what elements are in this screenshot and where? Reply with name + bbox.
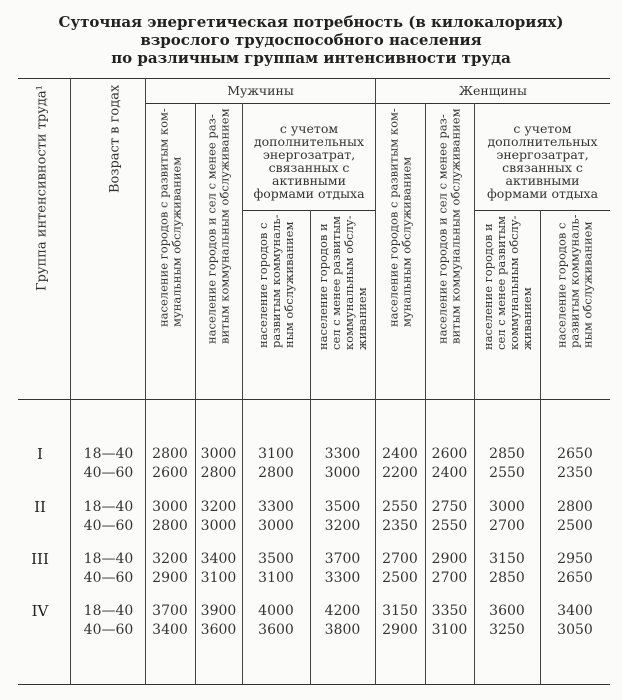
kcal-value: 2900 2700 (431, 551, 468, 586)
kcal-value: 3300 3000 (324, 446, 361, 481)
kcal-value: 2800 2600 (152, 446, 188, 481)
group-label: III (31, 550, 49, 568)
header-women-extra-col-2: население городов с развитым коммуналь- ным обслуживанием (554, 215, 595, 349)
kcal-value: 3200 2900 (152, 551, 188, 586)
kcal-value: 2950 2650 (557, 551, 593, 586)
gender-rule (146, 103, 610, 104)
header-group: Группа интенсивности труда¹ (34, 85, 50, 291)
kcal-value: 2650 2350 (557, 446, 593, 481)
men-extra-rule (242, 210, 375, 211)
group-label: II (34, 498, 46, 516)
kcal-value: 3150 2900 (382, 603, 418, 638)
table-title-line-1: Суточная энергетическая потребность (в килокалориях) (58, 13, 564, 31)
kcal-value: 3000 2700 (489, 499, 525, 534)
header-men-extra: с учетом дополнительных энергозатрат, связанных с активными формами отдыха (253, 121, 365, 201)
kcal-value: 3500 3100 (258, 551, 294, 586)
header-women-col-1: население городов с развитым ком- мунальным обслуживанием (386, 108, 414, 327)
kcal-value: 4200 3800 (324, 603, 361, 638)
column-divider (70, 79, 71, 684)
age-range: 18—40 40—60 (83, 551, 134, 586)
header-bottom-rule (18, 399, 610, 400)
kcal-value: 3300 3000 (258, 499, 294, 534)
kcal-value: 3600 3250 (489, 603, 525, 638)
kcal-value: 2800 2500 (557, 499, 593, 534)
column-divider (375, 79, 376, 684)
bottom-rule (18, 684, 610, 685)
column-divider (145, 79, 146, 684)
table-title-line-2: взрослого трудоспособного населения (140, 31, 482, 49)
group-label: IV (31, 602, 49, 620)
kcal-value: 3700 3300 (324, 551, 361, 586)
kcal-value: 3350 3100 (431, 603, 468, 638)
kcal-value: 3000 2800 (152, 499, 188, 534)
header-men-extra-col-2: население городов и сел с менее развитым коммунальным обслу- живанием (316, 215, 369, 350)
group-label: I (37, 445, 43, 463)
kcal-value: 2850 2550 (489, 446, 525, 481)
top-rule (18, 78, 610, 79)
age-range: 18—40 40—60 (83, 499, 134, 534)
header-women: Женщины (458, 83, 527, 98)
header-women-extra-col-1: население городов и сел с менее развитым коммунальным обслу- живанием (481, 215, 534, 350)
kcal-value: 2600 2400 (431, 446, 468, 481)
kcal-value: 3000 2800 (200, 446, 237, 481)
header-men-col-1: население городов с развитым ком- мунальным обслуживанием (156, 108, 184, 327)
table-title-line-3: по различным группам интенсивности труда (111, 49, 511, 67)
column-divider (195, 103, 196, 684)
header-age: Возраст в годах (107, 85, 123, 194)
kcal-value: 3900 3600 (200, 603, 237, 638)
age-range: 18—40 40—60 (83, 603, 134, 638)
header-men: Мужчины (227, 83, 294, 98)
women-extra-rule (474, 210, 610, 211)
kcal-value: 3500 3200 (324, 499, 361, 534)
kcal-value: 3150 2850 (489, 551, 525, 586)
kcal-value: 3100 2800 (258, 446, 294, 481)
kcal-value: 2700 2500 (382, 551, 418, 586)
header-men-extra-col-1: население городов с развитым коммуналь- ным обслуживанием (256, 215, 296, 349)
kcal-value: 2550 2350 (382, 499, 418, 534)
kcal-value: 2400 2200 (382, 446, 418, 481)
kcal-value: 3400 3100 (200, 551, 237, 586)
kcal-value: 2750 2550 (431, 499, 468, 534)
header-women-extra: с учетом дополнительных энергозатрат, связанных с активными формами отдыха (486, 121, 599, 201)
kcal-value: 3700 3400 (152, 603, 188, 638)
column-divider (425, 103, 426, 684)
kcal-value: 3400 3050 (557, 603, 593, 638)
age-range: 18—40 40—60 (83, 446, 134, 481)
kcal-value: 4000 3600 (258, 603, 294, 638)
header-women-col-2: население городов и сел с менее раз- витым коммунальным обслуживанием (435, 108, 463, 344)
header-men-col-2: население городов и сел с менее раз- витым коммунальным обслуживанием (204, 108, 232, 344)
kcal-value: 3200 3000 (200, 499, 237, 534)
